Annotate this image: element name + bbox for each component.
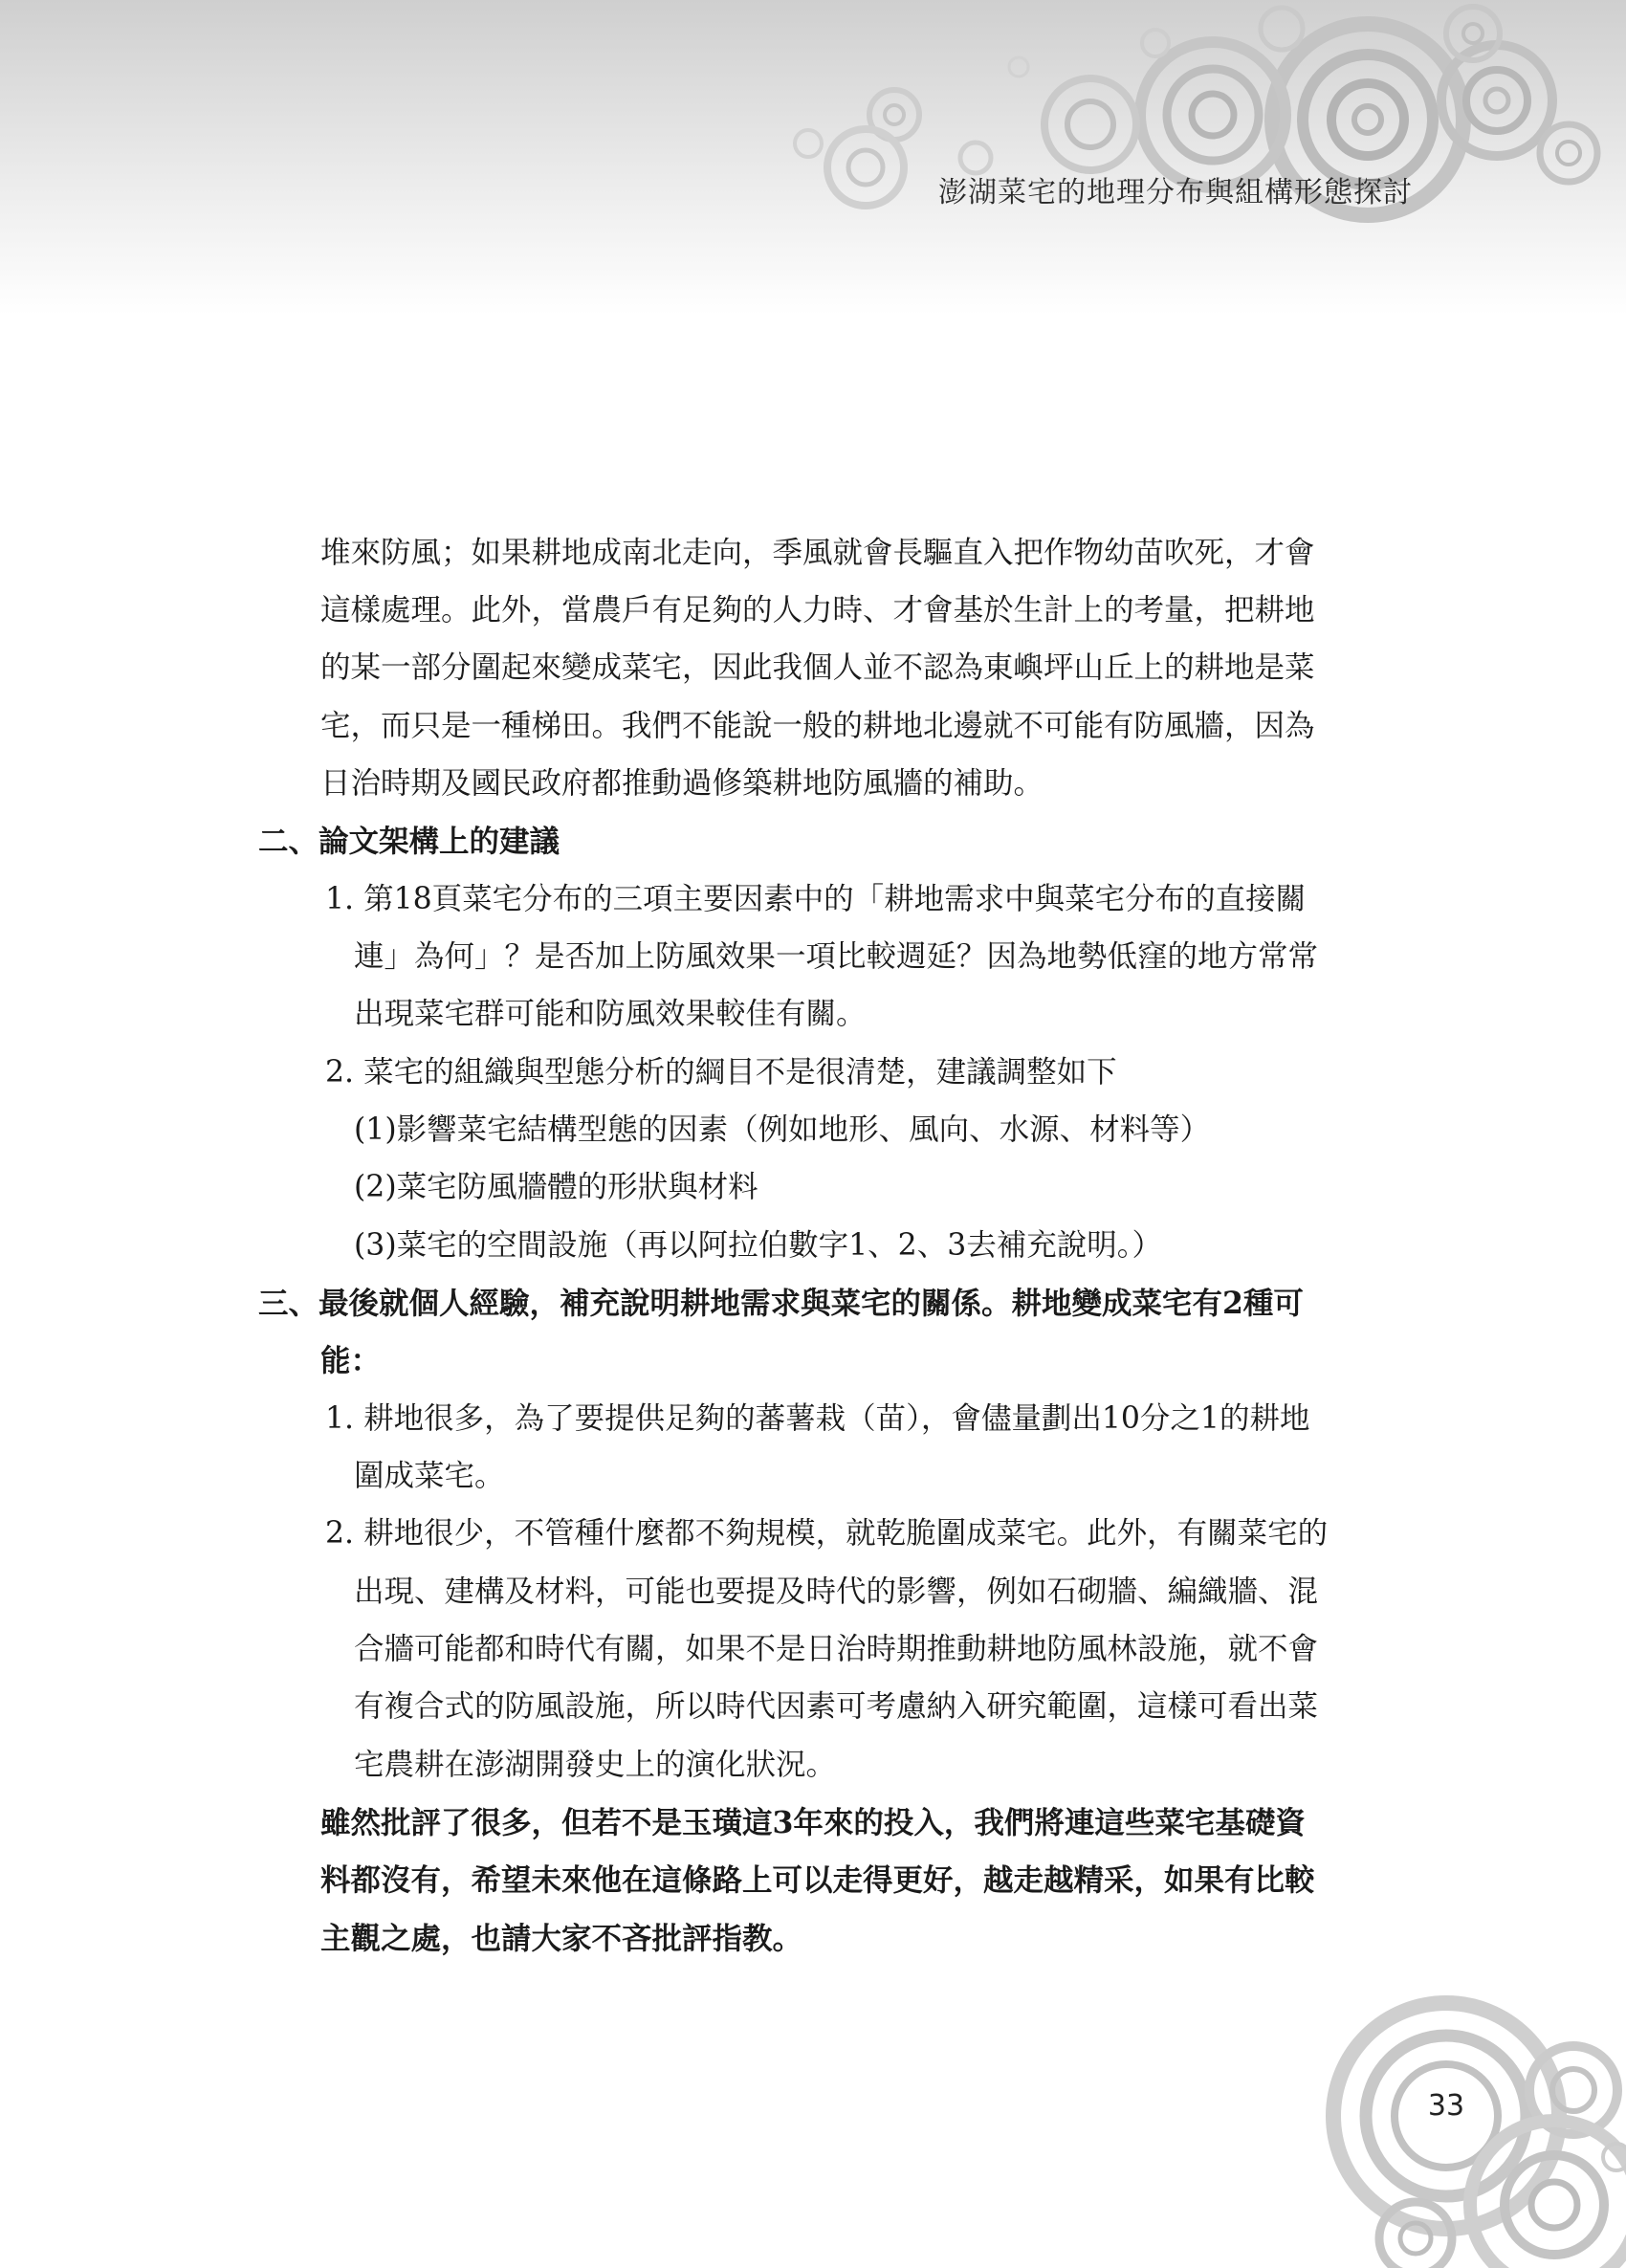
body-line: 合牆可能都和時代有關，如果不是日治時期推動耕地防風林設施，就不會 — [354, 1632, 1319, 1666]
list-item: 2. 耕地很少，不管種什麼都不夠規模，就乾脆圍成菜宅。此外，有關菜宅的 — [325, 1516, 1329, 1551]
body-line: 連」為何」？是否加上防風效果一項比較週延？因為地勢低窪的地方常常 — [354, 939, 1319, 974]
body-line: 堆來防風；如果耕地成南北走向，季風就會長驅直入把作物幼苗吹死，才會 — [320, 536, 1315, 570]
body-line: 有複合式的防風設施，所以時代因素可考慮納入研究範圍，這樣可看出菜 — [354, 1689, 1319, 1724]
sub-list-item: (1)影響菜宅結構型態的因素（例如地形、風向、水源、材料等） — [354, 1112, 1211, 1147]
body-line: 出現菜宅群可能和防風效果較佳有關。 — [354, 997, 867, 1031]
closing-paragraph-line: 雖然批評了很多，但若不是玉璜這3年來的投入，我們將連這些菜宅基礎資 — [320, 1805, 1306, 1840]
body-line: 圍成菜宅。 — [354, 1459, 505, 1493]
section-heading: 二、論文架構上的建議 — [258, 824, 560, 859]
closing-paragraph-line: 主觀之處，也請大家不吝批評指教。 — [320, 1921, 803, 1956]
closing-paragraph-line: 料都沒有，希望未來他在這條路上可以走得更好，越走越精采，如果有比較 — [320, 1862, 1315, 1898]
body-line: 的某一部分圍起來變成菜宅，因此我個人並不認為東嶼坪山丘上的耕地是菜 — [320, 650, 1315, 685]
body-line: 宅，而只是一種梯田。我們不能說一般的耕地北邊就不可能有防風牆，因為 — [320, 709, 1315, 743]
running-header-title: 澎湖菜宅的地理分布與組構形態探討 — [938, 176, 1413, 209]
body-line: 宅農耕在澎湖開發史上的演化狀況。 — [354, 1748, 837, 1782]
list-item: 1. 耕地很多，為了要提供足夠的蕃薯栽（苗），會儘量劃出10分之1的耕地 — [325, 1401, 1310, 1436]
page-number: 33 — [1427, 2089, 1465, 2123]
body-line: 出現、建構及材料，可能也要提及時代的影響，例如石砌牆、編織牆、混 — [354, 1574, 1319, 1609]
sub-list-item: (3)菜宅的空間設施（再以阿拉伯數字1、2、3去補充說明。） — [354, 1228, 1162, 1263]
list-item: 1. 第18頁菜宅分布的三項主要因素中的「耕地需求中與菜宅分布的直接關 — [325, 882, 1307, 916]
section-heading: 三、最後就個人經驗，補充說明耕地需求與菜宅的關係。耕地變成菜宅有2種可 — [258, 1286, 1304, 1321]
sub-list-item: (2)菜宅防風牆體的形狀與材料 — [354, 1170, 758, 1204]
section-heading-continued: 能： — [320, 1343, 382, 1378]
body-line: 這樣處理。此外，當農戶有足夠的人力時、才會基於生計上的考量，把耕地 — [320, 593, 1315, 628]
body-line: 日治時期及國民政府都推動過修築耕地防風牆的補助。 — [320, 766, 1044, 801]
list-item: 2. 菜宅的組織與型態分析的綱目不是很清楚，建議調整如下 — [325, 1055, 1117, 1090]
